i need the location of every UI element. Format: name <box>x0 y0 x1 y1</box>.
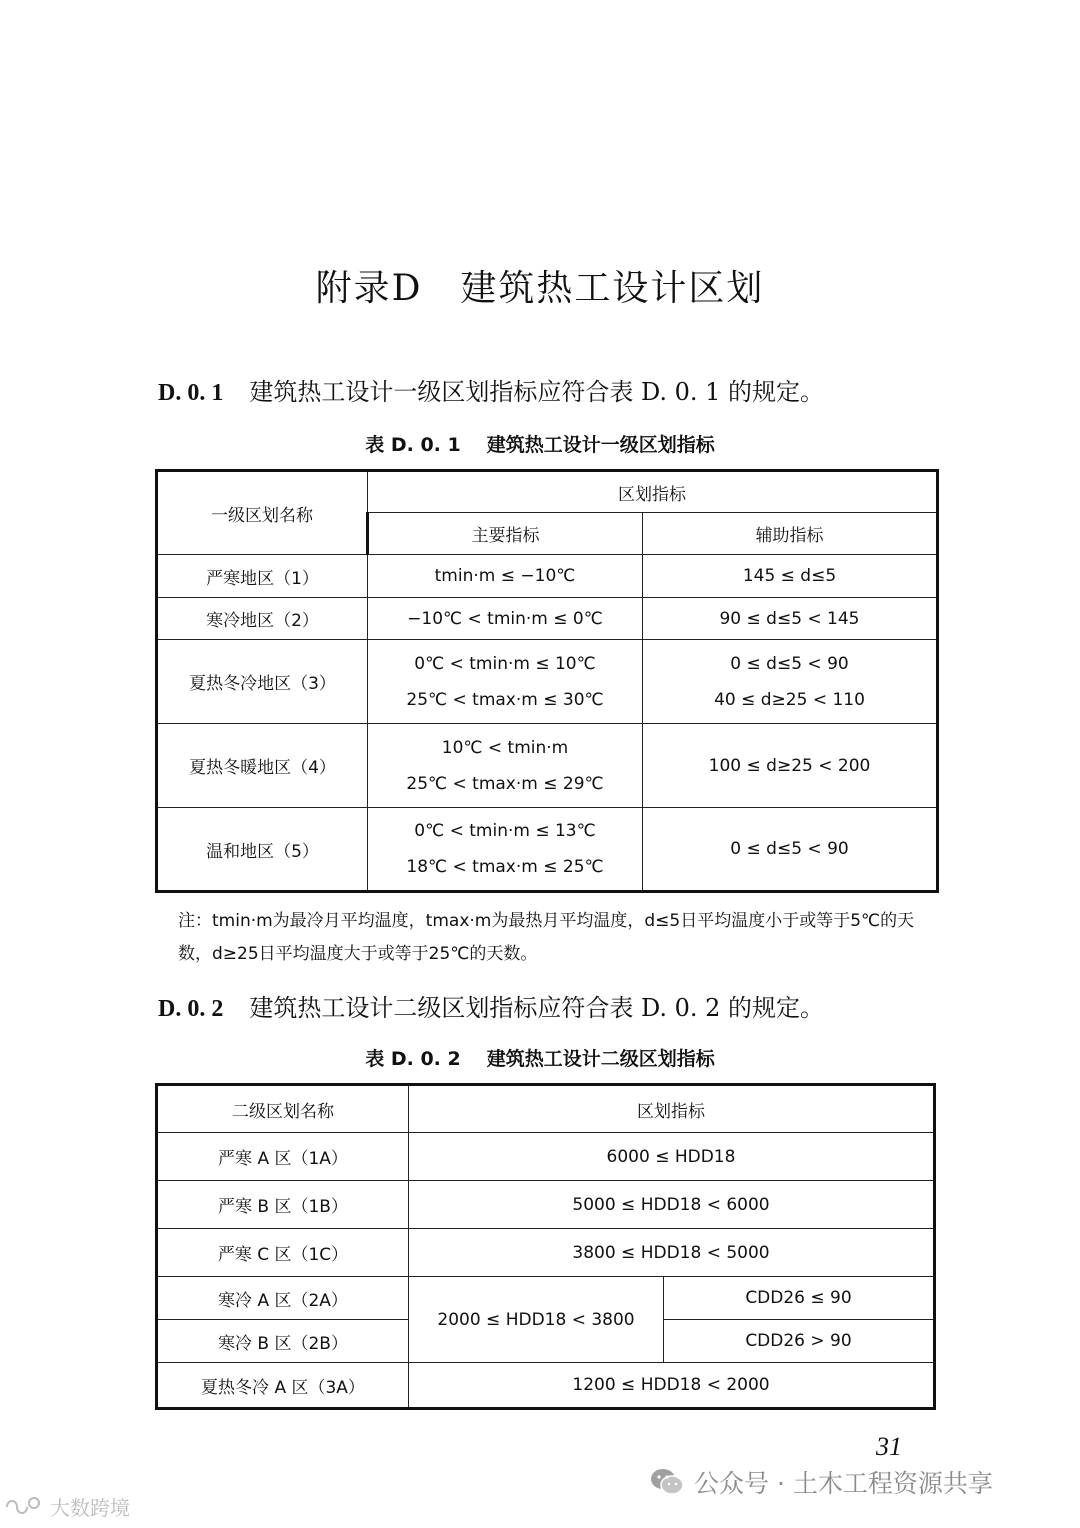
clause-text: 建筑热工设计二级区划指标应符合表 D. 0. 2 的规定。 <box>249 994 825 1022</box>
table-note: 注：tmin·m为最冷月平均温度，tmax·m为最热月平均温度，d≤5日平均温度小于或等于5℃的天数，d≥25日平均温度大于或等于25℃的天数。 <box>178 911 915 964</box>
watermark-account <box>650 1464 993 1500</box>
clause-d01 <box>158 372 824 407</box>
table-d01 <box>155 469 939 893</box>
cdd-index: CDD26 > 90 <box>664 1320 935 1363</box>
zone-index: 3800 ≤ HDD18 < 5000 <box>409 1229 935 1277</box>
aux-index: 0 ≤ d≤5 < 90 <box>643 808 938 892</box>
main-index: tmin·m ≤ −10℃ <box>368 555 643 598</box>
table1-caption <box>0 430 1080 457</box>
table-row <box>157 1133 935 1181</box>
zone-name: 夏热冬暖地区（4） <box>157 724 368 808</box>
zone-index: 6000 ≤ HDD18 <box>409 1133 935 1181</box>
zone-name: 严寒地区（1） <box>157 555 368 598</box>
aux-index: 90 ≤ d≤5 < 145 <box>643 598 938 640</box>
table-row <box>157 598 938 640</box>
col-header-index: 区划指标 <box>409 1085 935 1133</box>
zone-name: 严寒 B 区（1B） <box>157 1181 409 1229</box>
zone-name: 温和地区（5） <box>157 808 368 892</box>
table1-number: 表 D. 0. 1 <box>365 434 461 456</box>
table-row <box>157 640 938 724</box>
table-row <box>157 1229 935 1277</box>
main-index: 0℃ < tmin·m ≤ 13℃ 18℃ < tmax·m ≤ 25℃ <box>368 808 643 892</box>
table-row <box>157 1277 935 1320</box>
table2-number: 表 D. 0. 2 <box>365 1048 461 1070</box>
col-header-name: 二级区划名称 <box>157 1085 409 1133</box>
col-header-index: 区划指标 <box>368 471 938 513</box>
aux-index: 0 ≤ d≤5 < 90 40 ≤ d≥25 < 110 <box>643 640 938 724</box>
watermark-brand <box>4 1492 130 1521</box>
clause-number: D. 0. 1 <box>158 380 224 406</box>
clause-d02 <box>158 988 824 1023</box>
zone-name: 寒冷 B 区（2B） <box>157 1320 409 1363</box>
table-row <box>157 1363 935 1409</box>
zone-name: 严寒 A 区（1A） <box>157 1133 409 1181</box>
zone-index: 5000 ≤ HDD18 < 6000 <box>409 1181 935 1229</box>
cdd-index: CDD26 ≤ 90 <box>664 1277 935 1320</box>
page-number: 31 <box>876 1432 902 1461</box>
table-row <box>157 1181 935 1229</box>
table2-caption <box>0 1044 1080 1071</box>
main-index: 0℃ < tmin·m ≤ 10℃ 25℃ < tmax·m ≤ 30℃ <box>368 640 643 724</box>
zone-name: 夏热冬冷地区（3） <box>157 640 368 724</box>
zone-name: 寒冷 A 区（2A） <box>157 1277 409 1320</box>
aux-index: 145 ≤ d≤5 <box>643 555 938 598</box>
zone-name: 夏热冬冷 A 区（3A） <box>157 1363 409 1409</box>
appendix-title: 附录D 建筑热工设计区划 <box>315 268 765 309</box>
col-header-name: 一级区划名称 <box>157 471 368 555</box>
col-header-main: 主要指标 <box>368 513 643 555</box>
table-row <box>157 808 938 892</box>
table1-title: 建筑热工设计一级区划指标 <box>486 434 715 456</box>
clause-number: D. 0. 2 <box>158 996 224 1022</box>
brand-logo-icon <box>4 1494 44 1520</box>
aux-index: 100 ≤ d≥25 < 200 <box>643 724 938 808</box>
wechat-icon <box>650 1467 684 1497</box>
shared-hdd-index: 2000 ≤ HDD18 < 3800 <box>409 1277 664 1363</box>
watermark-account-text: 公众号 · 土木工程资源共享 <box>694 1469 993 1498</box>
col-header-aux: 辅助指标 <box>643 513 938 555</box>
clause-text: 建筑热工设计一级区划指标应符合表 D. 0. 1 的规定。 <box>249 378 825 406</box>
zone-index: 1200 ≤ HDD18 < 2000 <box>409 1363 935 1409</box>
table-row <box>157 555 938 598</box>
table2-title: 建筑热工设计二级区划指标 <box>486 1048 715 1070</box>
zone-name: 寒冷地区（2） <box>157 598 368 640</box>
table-d02 <box>155 1083 936 1410</box>
main-index: 10℃ < tmin·m 25℃ < tmax·m ≤ 29℃ <box>368 724 643 808</box>
zone-name: 严寒 C 区（1C） <box>157 1229 409 1277</box>
main-index: −10℃ < tmin·m ≤ 0℃ <box>368 598 643 640</box>
watermark-brand-text: 大数跨境 <box>50 1496 130 1520</box>
table-row <box>157 724 938 808</box>
